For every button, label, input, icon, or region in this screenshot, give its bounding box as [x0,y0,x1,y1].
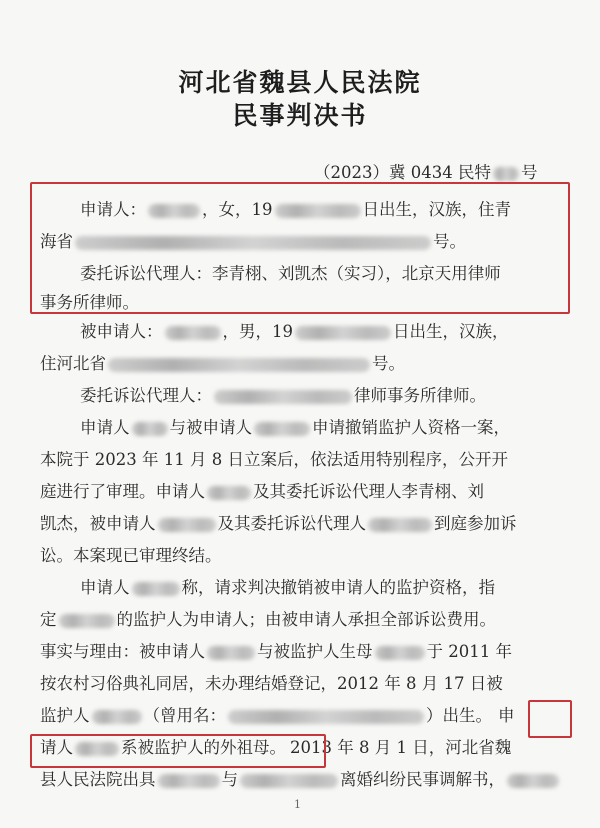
redaction [207,486,251,500]
text: ，男，19 [222,322,293,341]
text: 申请人 [80,418,130,437]
text: ，女，19 [202,200,273,219]
highlight-box-shen [528,700,572,738]
text: 系被监护人的外祖母。 [121,738,286,757]
facts-line [40,706,515,726]
text: 称，请求判决撤销被申请人的监护资格，指 [181,578,495,597]
text: 县人民法院出具 [40,770,156,789]
text: 庭进行了审理。申请人 [40,482,205,501]
redaction [228,710,424,724]
text: 2013 年 8 月 1 日，河北省魏 [290,738,512,757]
text: 日出生，汉族， [393,322,509,341]
redaction [240,774,338,788]
text: 定 [40,610,57,629]
document-type: 民事判决书 [232,101,368,130]
respondent-line [80,322,509,342]
text: 号。 [372,354,405,373]
redaction [59,614,115,628]
text: 凯杰，被申请人 [40,514,156,533]
redaction [214,390,352,404]
text: 申请人： [80,200,146,219]
applicant-agent-firm: 事务所律师。 [40,293,139,312]
text: 住河北省 [40,354,106,373]
highlight-box-grandmother [30,734,326,768]
text: 离婚纠纷民事调解书， [340,770,505,789]
text: 申 [498,706,515,725]
text: 日出生，汉族，住青 [362,200,511,219]
text: 申请撤销监护人资格一案， [312,418,510,437]
redaction [375,646,425,660]
case-number-prefix: （2023）冀 0434 民特 [314,163,491,182]
text: 律师事务所律师。 [354,386,486,405]
text: 到庭参加诉 [434,514,517,533]
redaction [108,358,370,372]
text: 及其委托诉讼代理人李青栩、刘 [253,482,484,501]
redaction [368,518,432,532]
court-title: 河北省魏县人民法院 [178,68,422,97]
text: 申请人 [80,578,130,597]
text: 于 2011 年 [426,642,512,661]
applicant-agent: 委托诉讼代理人：李青栩、刘凯杰（实习），北京天用律师 [80,264,501,283]
text: 与 [221,770,238,789]
case-intro-line: 本院于 2023 年 11 月 8 日立案后，依法适用特别程序，公开开 [40,450,508,469]
redaction [132,582,180,596]
text: （曾用名： [143,706,226,725]
redaction [158,518,216,532]
text: ）出生。 [426,706,492,725]
redaction [165,326,221,340]
text: 委托诉讼代理人： [80,386,212,405]
case-intro-line [80,418,510,438]
text: 的监护人为申请人；由被申请人承担全部诉讼费用。 [116,610,496,629]
redaction [507,774,559,788]
case-intro-line: 讼。本案现已审理终结。 [40,546,222,565]
facts-line [40,642,512,662]
claim-line [40,610,496,630]
respondent-address [40,354,405,374]
redaction [295,326,391,340]
page-number: 1 [294,798,301,811]
text: 监护人 [40,706,90,725]
highlight-box-applicant [30,182,570,314]
case-intro-line [40,514,517,534]
text: 及其委托诉讼代理人 [217,514,366,533]
text: 被申请人： [80,322,163,341]
claim-line [80,578,495,598]
case-number-suffix: 号 [520,163,538,182]
case-number [314,163,537,183]
redaction [92,710,142,724]
text: 请人 [40,738,73,757]
redaction [493,167,519,181]
text: 与被监护人生母 [257,642,373,661]
respondent-agent [80,386,486,406]
text: 海省 [40,232,73,251]
facts-line: 按农村习俗典礼同居，未办理结婚登记，2012 年 8 月 17 日被 [40,674,503,693]
facts-line [40,770,561,790]
redaction [254,422,310,436]
text: 号。 [433,232,466,251]
case-intro-line [40,482,484,502]
redaction [132,422,168,436]
redaction [158,774,220,788]
text: 与被申请人 [169,418,252,437]
text: 事实与理由：被申请人 [40,642,205,661]
redaction [207,646,255,660]
